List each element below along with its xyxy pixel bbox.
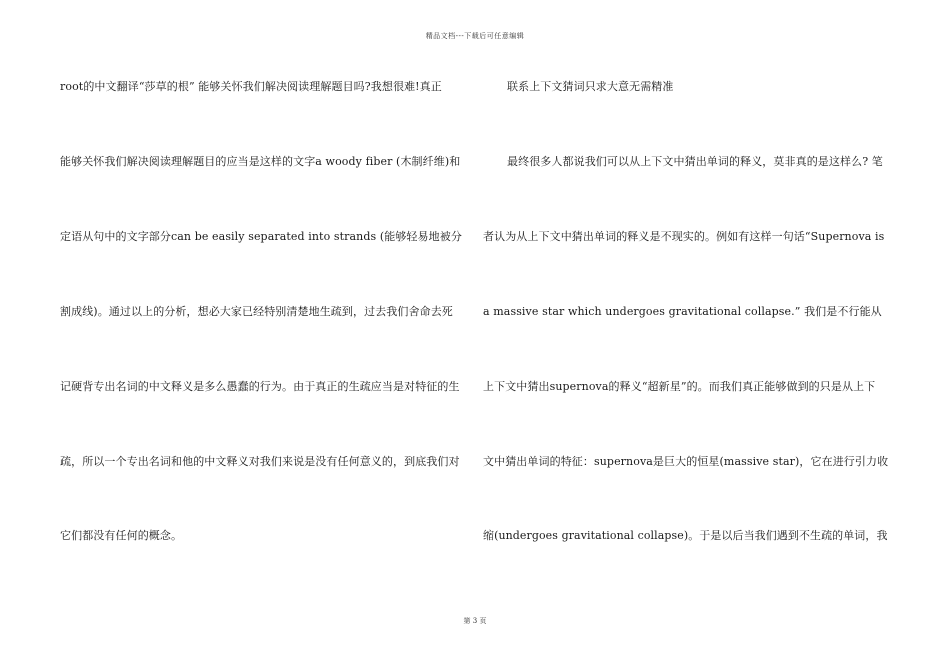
text-line: 记硬背专出名词的中文释义是多么愚蠢的行为。由于真正的生疏应当是对特征的生	[60, 380, 460, 393]
page-footer: 第 3 页	[463, 617, 487, 625]
text-line: 最终很多人都说我们可以从上下文中猜出单词的释义，莫非真的是这样么? 笔	[507, 155, 883, 168]
page-header: 精品文档---下载后可任意编辑	[425, 32, 525, 40]
text-line: 者认为从上下文中猜出单词的释义是不现实的。例如有这样一句话“Supernova is	[483, 230, 885, 243]
text-line: 缩(undergoes gravitational collapse)。于是以后当我们遇到不生疏的单词，我	[483, 529, 888, 542]
text-line: 上下文中猜出supernova的释义“超新星”的。而我们真正能够做到的只是从上下	[483, 380, 876, 393]
text-line: 文中猜出单词的特征：supernova是巨大的恒星(massive star)，它在进行引力收	[483, 455, 889, 468]
section-heading: 联系上下文猜词只求大意无需精准	[507, 80, 674, 93]
text-line: 它们都没有任何的概念。	[60, 529, 183, 542]
text-line: 割成线)。通过以上的分析，想必大家已经特别清楚地生疏到，过去我们舍命去死	[60, 305, 453, 318]
text-line: 疏，所以一个专出名词和他的中文释义对我们来说是没有任何意义的，到底我们对	[60, 455, 460, 468]
text-line: 定语从句中的文字部分can be easily separated into strands (能够轻易地被分	[60, 230, 462, 243]
text-line: a massive star which undergoes gravitational collapse.” 我们是不行能从	[483, 305, 882, 318]
text-line: root的中文翻译“莎草的根” 能够关怀我们解决阅读理解题目吗?我想很难!真正	[60, 80, 442, 93]
text-line: 能够关怀我们解决阅读理解题目的应当是这样的文字a woody fiber (木制纤维)和	[60, 155, 461, 168]
